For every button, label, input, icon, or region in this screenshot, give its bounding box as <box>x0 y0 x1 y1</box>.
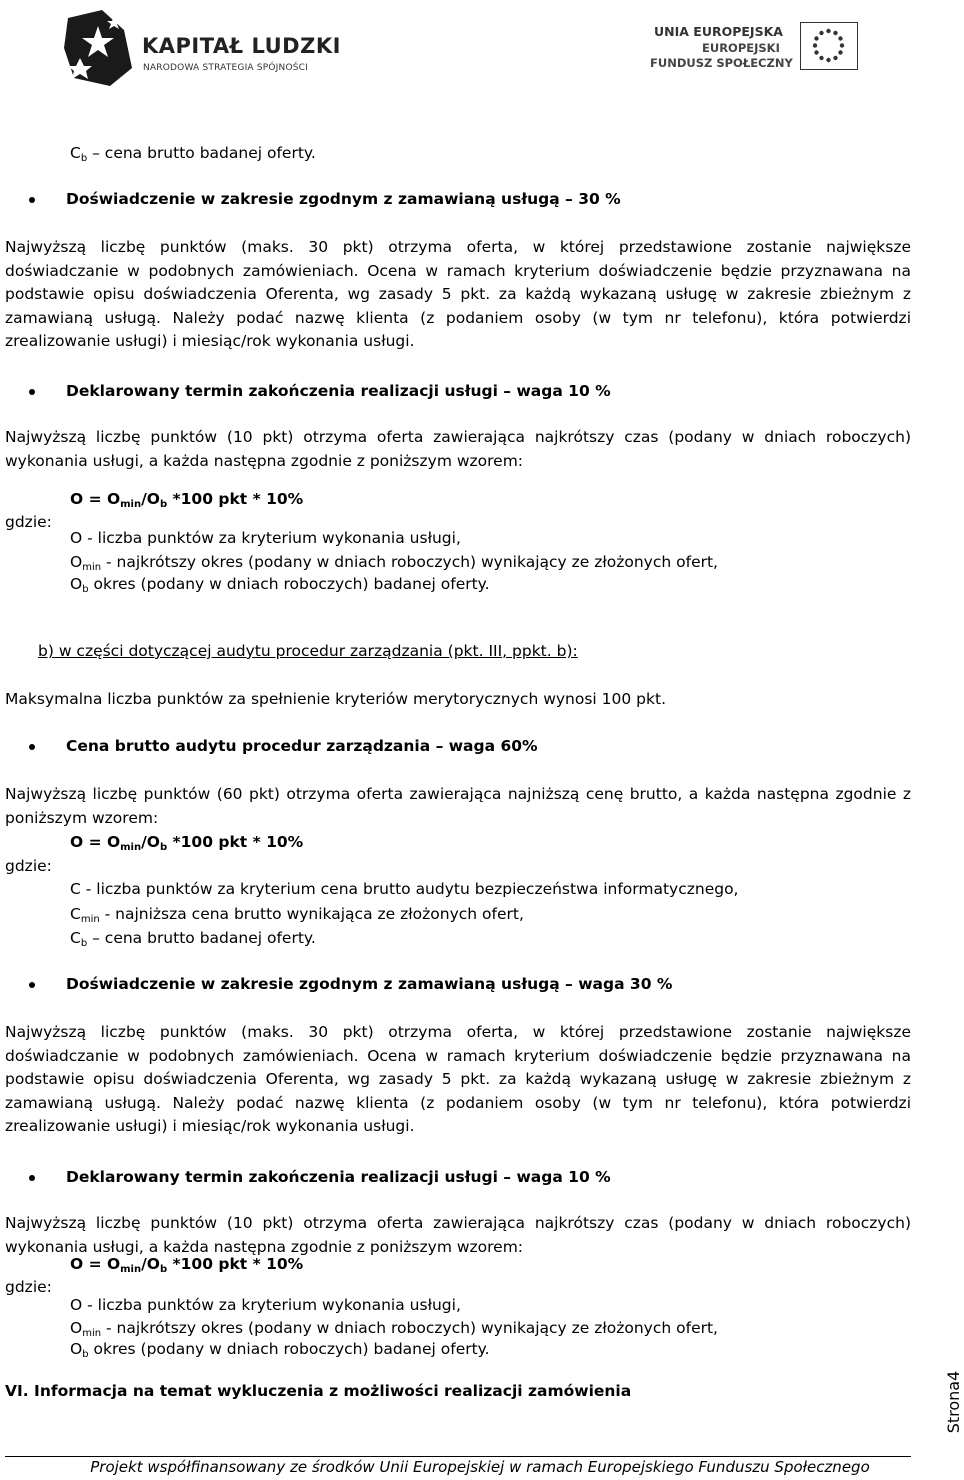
kapital-ludzki-title: KAPITAŁ LUDZKI <box>142 34 341 58</box>
bullet-icon <box>29 197 35 203</box>
term-formula-b: $O = O_{min}/O_b$ *100 pkt * 10% <box>70 1255 304 1275</box>
term-def-omin-b: $O_{min}$ - najkrótszy okres (podany w dniach roboczych) wynikający ze złożonych ofert, <box>70 1319 718 1339</box>
price-paragraph: Najwyższą liczbę punktów (60 pkt) otrzyma oferta zawierająca najniższą cenę brutto, a każda następna zgodnie z poniższym wzorem: <box>5 785 911 827</box>
term-def-points-b: O - liczba punktów za kryterium wykonania usługi, <box>70 1296 461 1314</box>
cb-text: – cena brutto badanej oferty. <box>87 144 316 162</box>
experience-heading-b: Doświadczenie w zakresie zgodnym z zamawianą usługą – waga 30 % <box>66 975 673 993</box>
term-def-omin: $O_{min}$ - najkrótszy okres (podany w dniach roboczych) wynikający ze złożonych ofert, <box>70 553 718 573</box>
experience-paragraph-b: Najwyższą liczbę punktów (maks. 30 pkt) otrzyma oferta, w której przedstawione zostanie największe doświadczanie w podobnych zamówieniach. Ocena w ramach kryterium doświadczenie będzie przyznawana na podstawie opisu doświadczenia Oferenta, wg zasady 5 pkt. za każdą wykazaną usługę w zakresie zbieżnym z zamawianą usługą. Należy podać nazwę klienta (z podaniem osoby (w tym nr telefonu), która potwierdzi zrealizowanie usługi) i miesiąc/rok wykonania usługi. <box>5 1023 911 1136</box>
bullet-icon <box>29 1175 35 1181</box>
eu-flag-icon <box>800 22 858 70</box>
section-vi-heading: VI. Informacja na temat wykluczenia z możliwości realizacji zamówienia <box>5 1382 632 1400</box>
eu-logo-line3: FUNDUSZ SPOŁECZNY <box>650 56 793 70</box>
price-def-points: C - liczba punktów za kryterium cena brutto audytu bezpieczeństwa informatycznego, <box>70 880 739 898</box>
bullet-icon <box>29 982 35 988</box>
cb-symbol: C <box>70 144 81 162</box>
gdzie-label: gdzie: <box>5 857 52 875</box>
eu-logo-line2: EUROPEJSKI <box>702 41 780 55</box>
cb-definition <box>70 142 316 166</box>
cb-subscript: b <box>80 153 88 164</box>
bullet-icon <box>29 744 35 750</box>
gdzie-label: gdzie: <box>5 1278 52 1296</box>
section-b-heading: b) w części dotyczącej audytu procedur zarządzania (pkt. III, ppkt. b): <box>38 642 578 660</box>
kapital-ludzki-logo <box>62 8 352 88</box>
max-points-text: Maksymalna liczba punktów za spełnienie kryteriów merytorycznych wynosi 100 pkt. <box>5 690 666 708</box>
term-def-ob: $O_b$ okres (podany w dniach roboczych) badanej oferty. <box>70 575 490 595</box>
eu-logo-line1: UNIA EUROPEJSKA <box>654 24 783 39</box>
experience-paragraph: Najwyższą liczbę punktów (maks. 30 pkt) otrzyma oferta, w której przedstawione zostanie największe doświadczanie w podobnych zamówieniach. Ocena w ramach kryterium doświadczenie będzie przyznawana na podstawie opisu doświadczenia Oferenta, wg zasady 5 pkt. za każdą wykazaną usługę w zakresie zbieżnym z zamawianą usługą. Należy podać nazwę klienta (z podaniem osoby (w tym nr telefonu), która potwierdzi zrealizowanie usługi) i miesiąc/rok wykonania usługi. <box>5 238 911 351</box>
term-formula: $O = O_{min}/O_b$ *100 pkt * 10% <box>70 490 304 510</box>
term-def-ob-b: $O_b$ okres (podany w dniach roboczych) badanej oferty. <box>70 1340 490 1360</box>
term-heading: Deklarowany termin zakończenia realizacji usługi – waga 10 % <box>66 382 611 400</box>
kapital-ludzki-emblem-icon <box>62 8 134 88</box>
price-heading: Cena brutto audytu procedur zarządzania – waga 60% <box>66 737 538 755</box>
footer-text: Projekt współfinansowany ze środków Unii Europejskiej w ramach Europejskiego Funduszu Społecznego <box>90 1458 870 1476</box>
price-def-cmin: $C_{min}$ - najniższa cena brutto wynikająca ze złożonych ofert, <box>70 905 524 925</box>
bullet-icon <box>29 389 35 395</box>
price-def-cb: $C_b$ – cena brutto badanej oferty. <box>70 929 316 949</box>
experience-heading: Doświadczenie w zakresie zgodnym z zamawianą usługą – 30 % <box>66 190 621 208</box>
kapital-ludzki-subtitle: NARODOWA STRATEGIA SPÓJNOŚCI <box>143 63 308 73</box>
price-formula: $O = O_{min}/O_b$ *100 pkt * 10% <box>70 833 304 853</box>
footer-divider <box>5 1456 911 1457</box>
eu-logo <box>650 20 870 74</box>
term-heading-b: Deklarowany termin zakończenia realizacji usługi – waga 10 % <box>66 1168 611 1186</box>
page-number-label: Strona4 <box>944 1370 963 1434</box>
term-paragraph: Najwyższą liczbę punktów (10 pkt) otrzyma oferta zawierająca najkrótszy czas (podany w dniach roboczych) wykonania usługi, a każda następna zgodnie z poniższym wzorem: <box>5 428 911 470</box>
term-paragraph-b: Najwyższą liczbę punktów (10 pkt) otrzyma oferta zawierająca najkrótszy czas (podany w dniach roboczych) wykonania usługi, a każda następna zgodnie z poniższym wzorem: <box>5 1214 911 1256</box>
term-def-points: O - liczba punktów za kryterium wykonania usługi, <box>70 529 461 547</box>
gdzie-label: gdzie: <box>5 513 52 531</box>
eu-stars-icon <box>801 23 856 68</box>
